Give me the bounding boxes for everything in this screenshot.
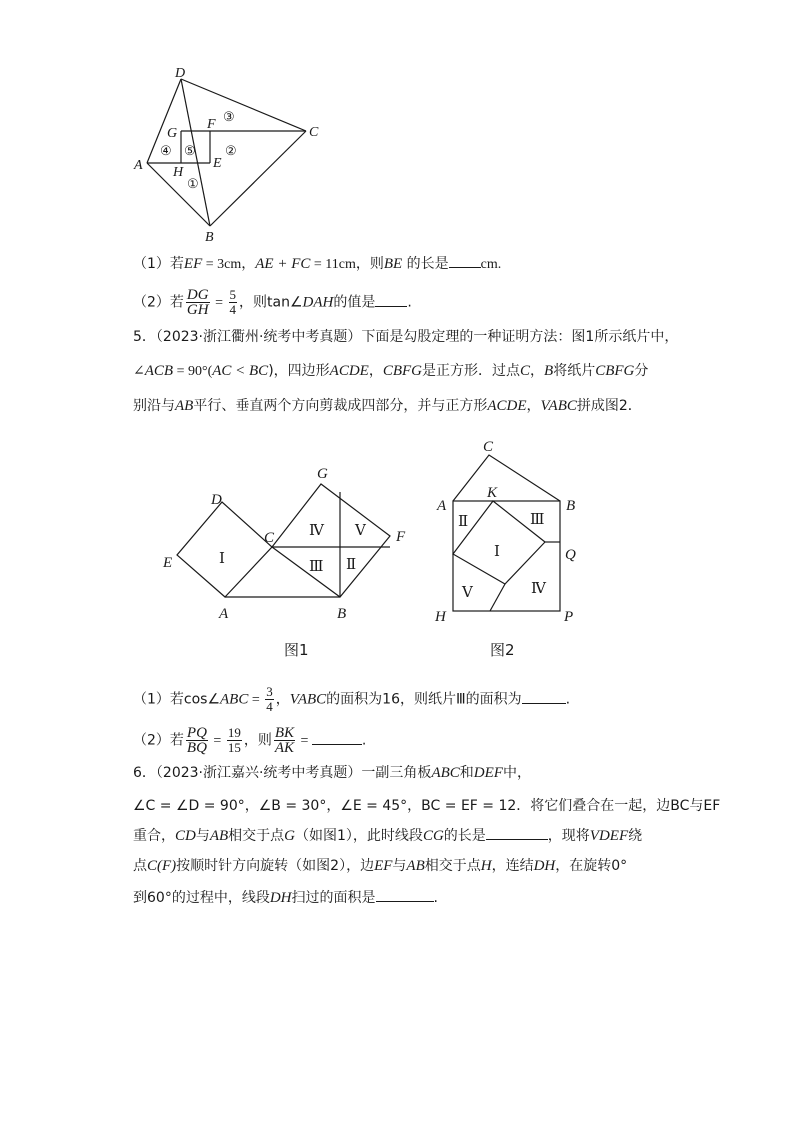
answer-blank[interactable] — [522, 689, 566, 704]
region-2: ② — [225, 143, 237, 158]
label-C: C — [264, 530, 275, 546]
answer-blank[interactable] — [375, 292, 407, 307]
label-G: G — [317, 466, 328, 482]
label-P: P — [564, 609, 574, 625]
figure-1-caption: 图1 — [284, 641, 309, 659]
label-B: B — [337, 606, 347, 622]
q5-part2: （2）若 $\frac{PQ}{BQ}$ = $\frac{19}{15}$ ，则 $\frac{BK}{AK}$ = . — [133, 725, 367, 756]
label-A: A — [219, 606, 229, 622]
q4-part1: （1）若EF = 3cm，AE + FC = 11cm，则BE 的长是 cm. — [133, 253, 501, 275]
label-B: B — [205, 230, 214, 245]
piece-III: Ⅲ — [309, 559, 324, 575]
q5-part1: （1）若cos∠ABC = $\frac{3}{4}$ ，VABC的面积为16，则纸片Ⅲ的面积为 . — [133, 684, 571, 714]
region-3: ③ — [223, 109, 235, 124]
label-B: B — [566, 498, 576, 514]
label-F: F — [396, 529, 406, 545]
label-H: H — [173, 165, 184, 180]
answer-blank[interactable] — [376, 887, 434, 902]
seg-V-cut — [490, 584, 505, 611]
q6-line4: 点C(F)按顺时针方向旋转（如图2），边EF与AB相交于点H，连结DH，在旋转0° — [133, 858, 628, 874]
seg-DC — [181, 79, 306, 131]
answer-blank[interactable] — [312, 730, 362, 745]
square-CBFG — [272, 484, 390, 597]
label-A: A — [134, 158, 143, 173]
piece-III: Ⅲ — [530, 512, 545, 528]
piece-V: Ⅴ — [355, 523, 366, 539]
label-F: F — [207, 117, 216, 132]
label-H: H — [435, 609, 446, 625]
region-5: ⑤ — [184, 143, 196, 158]
label-K: K — [487, 485, 498, 501]
piece-I: Ⅰ — [219, 551, 225, 567]
label-D: D — [175, 66, 186, 81]
label-A: A — [437, 498, 447, 514]
q6-line1: 6．（2023·浙江嘉兴·统考中考真题）一副三角板ABC和DEF中， — [133, 765, 531, 781]
label-C: C — [309, 125, 319, 140]
label-C: C — [483, 439, 494, 455]
label-Q: Q — [565, 547, 576, 563]
label-G: G — [167, 126, 178, 141]
q5-line3: 别沿与AB平行、垂直两个方向剪裁成四部分，并与正方形ACDE，VABC拼成图2． — [133, 398, 642, 414]
figure-2-caption: 图2 — [490, 641, 515, 659]
figure-1 — [150, 430, 410, 670]
q6-line2: ∠C = ∠D = 90°，∠B = 30°，∠E = 45°，BC = EF = 12．将它们叠合在一起，边BC与EF — [133, 798, 721, 814]
answer-blank[interactable] — [486, 825, 548, 840]
piece-IV: Ⅳ — [309, 523, 324, 539]
piece-II: Ⅱ — [458, 514, 469, 530]
square-ACDE — [177, 502, 272, 597]
q6-line3: 重合，CD与AB相交于点G（如图1），此时线段CG的长是 ，现将VDEF绕 — [133, 825, 642, 846]
label-E: E — [213, 156, 222, 171]
figure-2 — [425, 430, 605, 630]
piece-I: Ⅰ — [494, 544, 500, 560]
piece-V: Ⅴ — [462, 585, 473, 601]
answer-blank[interactable] — [449, 253, 481, 268]
q5-line1: 5．（2023·浙江衢州·统考中考真题）下面是勾股定理的一种证明方法：图1所示纸片中， — [133, 329, 679, 345]
region-4: ④ — [160, 143, 172, 158]
q5-line2: ∠ACB = 90°(AC < BC)，四边形ACDE，CBFG是正方形．过点C，B将纸片CBFG分 — [133, 363, 649, 379]
q6-line5: 到60°的过程中，线段DH扫过的面积是 . — [133, 887, 438, 908]
q4-part2: （2）若 $\frac{DG}{GH}$ = $\frac{5}{4}$ ，则tan∠DAH的值是 . — [133, 287, 412, 318]
label-D: D — [211, 492, 222, 508]
triangle-ABC — [453, 455, 560, 501]
region-1: ① — [187, 176, 199, 191]
label-E: E — [163, 555, 173, 571]
piece-II: Ⅱ — [346, 557, 357, 573]
piece-IV: Ⅳ — [531, 581, 546, 597]
